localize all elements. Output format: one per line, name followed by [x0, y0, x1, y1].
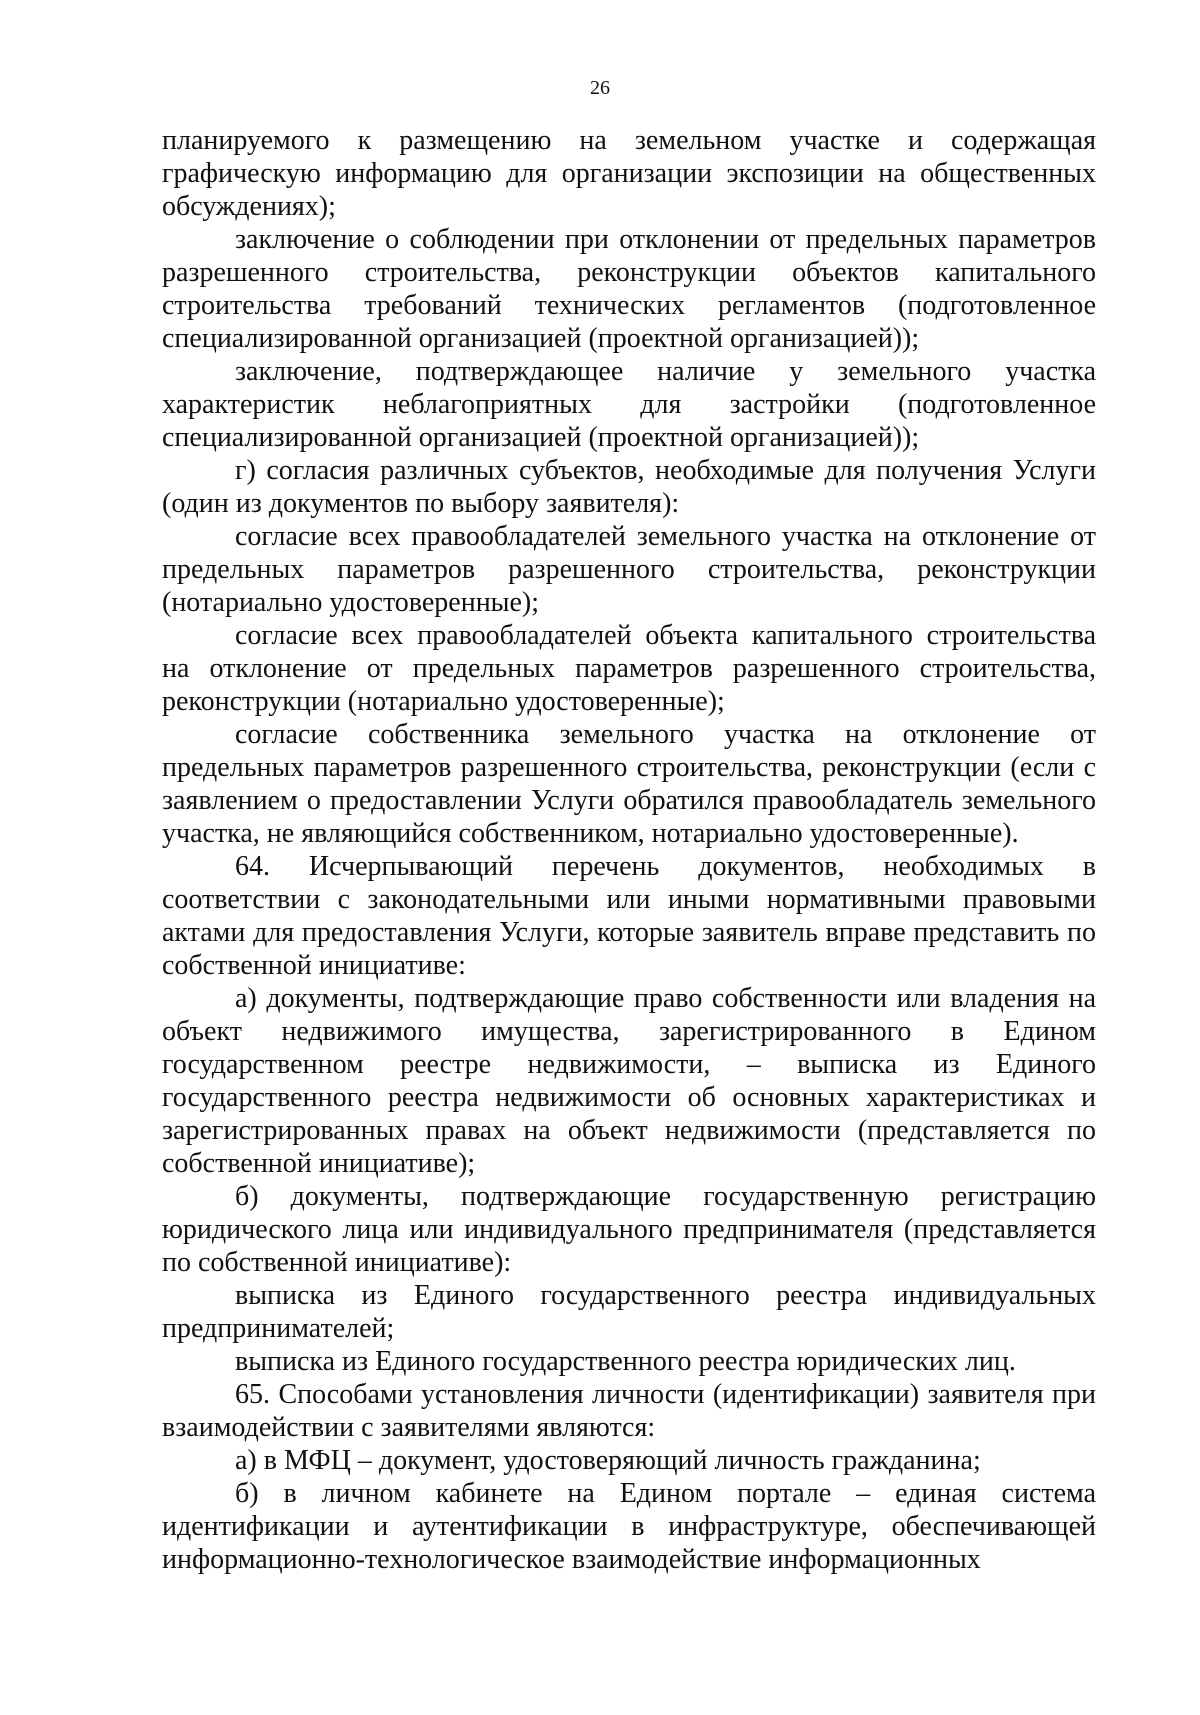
paragraph: 64. Исчерпывающий перечень документов, необходимых в соответствии с законодательными или иными нормативными правовыми актами для предоставления Услуги, которые заявитель вправе представить по собственной инициативе:	[162, 851, 1096, 981]
paragraph: б) документы, подтверждающие государственную регистрацию юридического лица или индивидуального предпринимателя (представляется по собственной инициативе):	[162, 1181, 1096, 1278]
paragraph: г) согласия различных субъектов, необходимые для получения Услуги (один из документов по выбору заявителя):	[162, 455, 1096, 519]
paragraph: согласие всех правообладателей объекта капитального строительства на отклонение от предельных параметров разрешенного строительства, реконструкции (нотариально удостоверенные);	[162, 620, 1096, 717]
paragraph: 65. Способами установления личности (идентификации) заявителя при взаимодействии с заявителями являются:	[162, 1379, 1096, 1443]
document-body	[162, 124, 1096, 1576]
paragraph: планируемого к размещению на земельном участке и содержащая графическую информацию для организации экспозиции на общественных обсуждениях);	[162, 125, 1096, 222]
paragraph: б) в личном кабинете на Едином портале – единая система идентификации и аутентификации в инфраструктуре, обеспечивающей информационно-технологическое взаимодействие информационных	[162, 1478, 1096, 1575]
paragraph: а) в МФЦ – документ, удостоверяющий личность гражданина;	[235, 1445, 981, 1476]
paragraph: согласие всех правообладателей земельного участка на отклонение от предельных параметров разрешенного строительства, реконструкции (нотариально удостоверенные);	[162, 521, 1096, 618]
paragraph: согласие собственника земельного участка на отклонение от предельных параметров разрешенного строительства, реконструкции (если с заявлением о предоставлении Услуги обратился правообладатель земельного участка, не являющийся собственником, нотариально удостоверенные).	[162, 719, 1096, 849]
paragraph: а) документы, подтверждающие право собственности или владения на объект недвижимого имущества, зарегистрированного в Едином государственном реестре недвижимости, – выписка из Единого государственного реестра недвижимости об основных характеристиках и зарегистрированных правах на объект недвижимости (представляется по собственной инициативе);	[162, 983, 1096, 1179]
paragraph: заключение о соблюдении при отклонении от предельных параметров разрешенного строительства, реконструкции объектов капитального строительства требований технических регламентов (подготовленное специализированной организацией (проектной организацией));	[162, 224, 1096, 354]
paragraph: заключение, подтверждающее наличие у земельного участка характеристик неблагоприятных для застройки (подготовленное специализированной организацией (проектной организацией));	[162, 356, 1096, 453]
page-number: 26	[590, 77, 610, 99]
paragraph: выписка из Единого государственного реестра индивидуальных предпринимателей;	[162, 1280, 1096, 1344]
paragraph: выписка из Единого государственного реестра юридических лиц.	[235, 1346, 1016, 1377]
